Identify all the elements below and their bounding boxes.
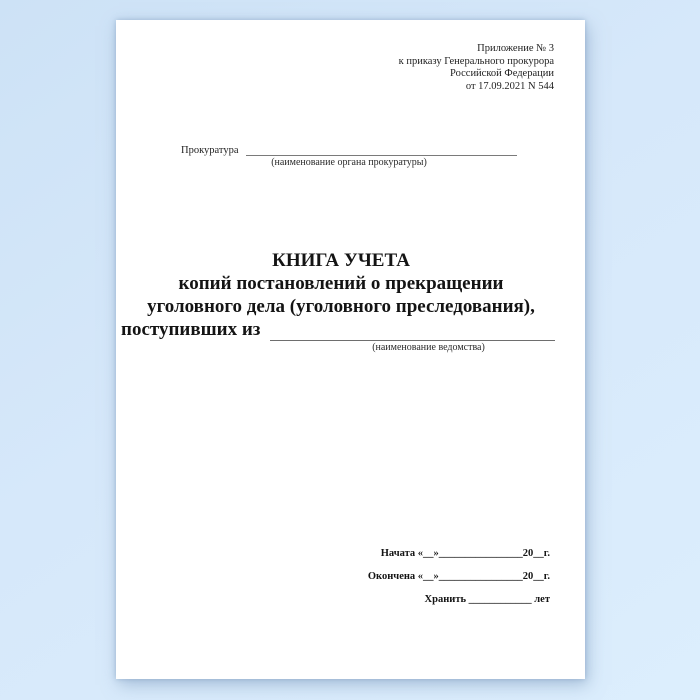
retention-line: Хранить ____________ лет — [424, 594, 550, 605]
document-title — [121, 249, 561, 354]
started-line: Начата «__»________________20__г. — [380, 548, 550, 559]
department-caption: (наименование ведомства) — [372, 342, 485, 353]
title-line-3: уголовного дела (уголовного преследования), — [147, 296, 535, 317]
annex-reference — [399, 43, 554, 93]
title-line-4 — [121, 318, 561, 341]
prosecutor-fill-in-row — [181, 143, 517, 156]
annex-line: к приказу Генерального прокурора — [398, 55, 554, 67]
title-line-4-prefix: поступивших из — [121, 319, 261, 340]
prosecutor-blank-line — [246, 143, 517, 156]
annex-line: Приложение № 3 — [477, 43, 554, 54]
finished-line: Окончена «__»________________20__г. — [367, 571, 550, 582]
department-caption-row — [121, 342, 561, 354]
prosecutor-caption: (наименование органа прокуратуры) — [271, 157, 427, 168]
title-line-2: копий постановлений о прекращении — [178, 273, 504, 294]
department-blank-line — [270, 323, 555, 341]
annex-line: Российской Федерации — [450, 68, 554, 79]
prosecutor-label: Прокуратура — [181, 145, 239, 156]
document-page — [116, 20, 585, 679]
caption-spacer — [121, 342, 296, 354]
annex-line: от 17.09.2021 N 544 — [465, 80, 554, 92]
title-line-1: КНИГА УЧЕТА — [272, 250, 410, 271]
dates-block — [368, 547, 550, 607]
